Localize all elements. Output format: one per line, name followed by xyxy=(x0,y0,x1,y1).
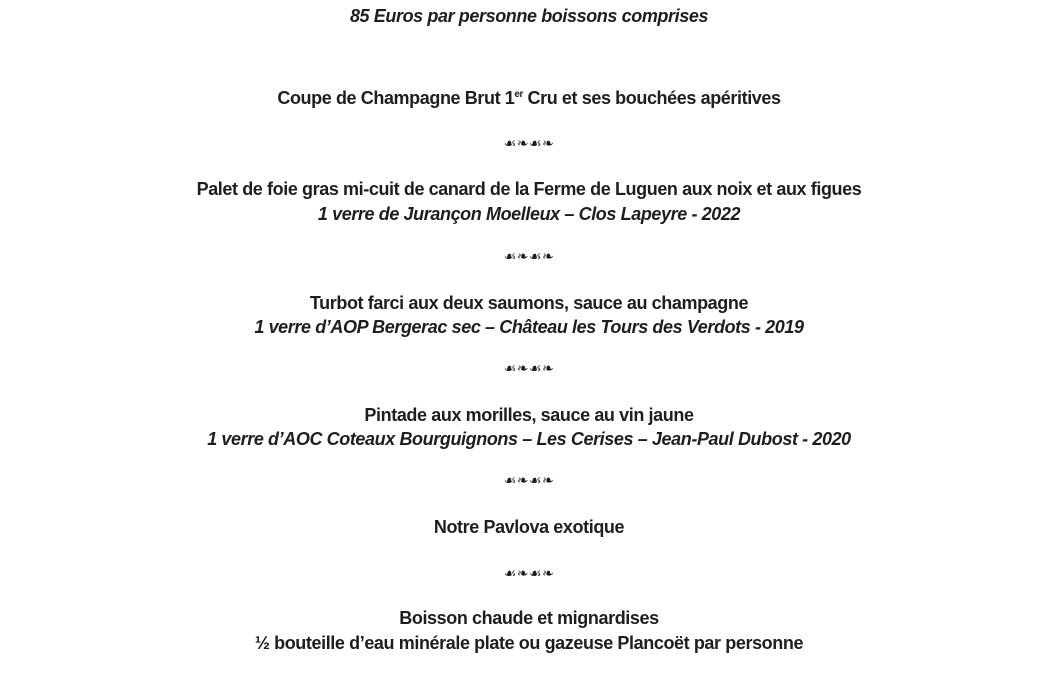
course-dessert: Notre Pavlova exotique xyxy=(433,517,625,537)
course-aperitif xyxy=(0,88,1058,108)
ordinal-superscript: er xyxy=(514,89,523,100)
fleuron-divider-icon: ☙❧☙❧ xyxy=(503,361,555,377)
fleuron-divider-icon: ☙❧☙❧ xyxy=(503,136,555,152)
aperitif-text-before: Coupe de Champagne Brut 1 xyxy=(277,88,515,108)
finale-hot-drink-line: Boisson chaude et mignardises xyxy=(399,608,659,628)
fleuron-divider-icon: ☙❧☙❧ xyxy=(503,473,555,489)
fleuron-divider-icon: ☙❧☙❧ xyxy=(503,249,555,265)
course-pintade: Pintade aux morilles, sauce au vin jaune xyxy=(364,405,694,425)
price-per-person-line: 85 Euros par personne boissons comprises xyxy=(349,6,709,26)
wine-pairing-pintade: 1 verre d’AOC Coteaux Bourguignons – Les Cerises – Jean-Paul Dubost - 2020 xyxy=(207,429,851,449)
fleuron-divider-icon: ☙❧☙❧ xyxy=(503,566,555,582)
aperitif-text-after: Cru et ses bouchées apéritives xyxy=(522,88,781,108)
course-foie-gras: Palet de foie gras mi-cuit de canard de la Ferme de Luguen aux noix et aux figues xyxy=(196,179,862,199)
wine-pairing-turbot: 1 verre d’AOP Bergerac sec – Château les Tours des Verdots - 2019 xyxy=(254,317,804,337)
wine-pairing-foie-gras: 1 verre de Jurançon Moelleux – Clos Lapeyre - 2022 xyxy=(317,204,741,224)
finale-water-line: ½ bouteille d’eau minérale plate ou gazeuse Plancoët par personne xyxy=(254,633,804,653)
course-turbot: Turbot farci aux deux saumons, sauce au champagne xyxy=(309,293,749,313)
